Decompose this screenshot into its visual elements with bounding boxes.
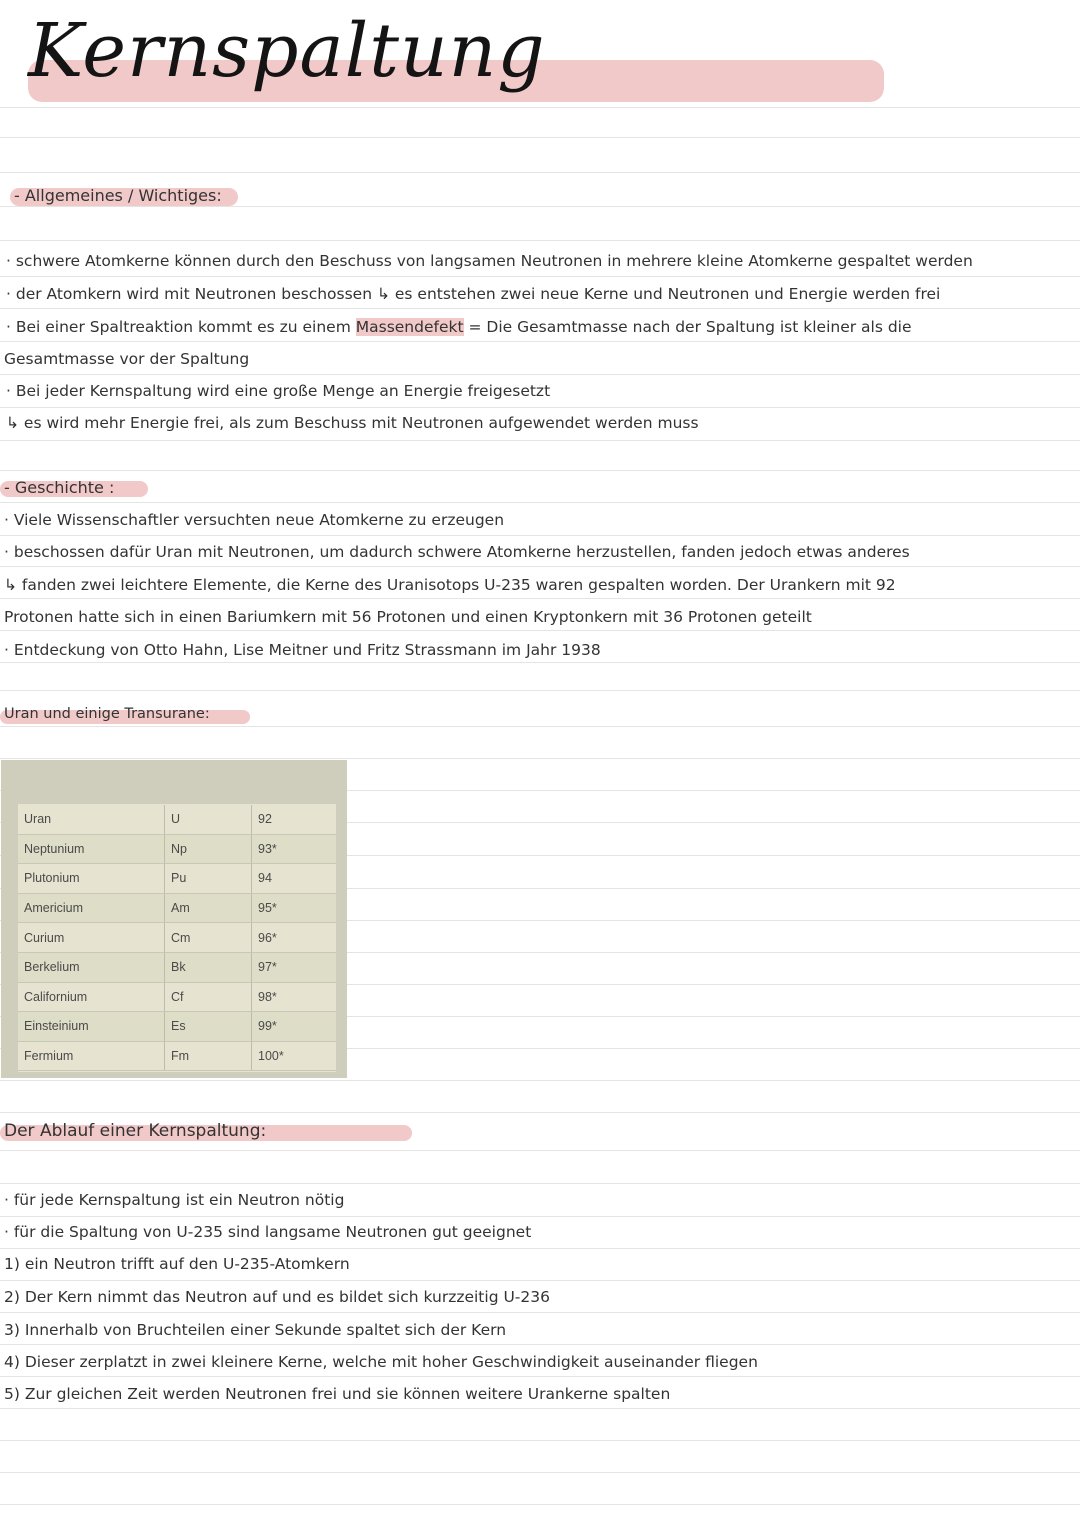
element-symbol: Np bbox=[165, 834, 252, 864]
table-row bbox=[18, 923, 336, 953]
process-line-5: 3) Innerhalb von Bruchteilen einer Sekunde spaltet sich der Kern bbox=[4, 1321, 507, 1339]
page-title: Kernspaltung bbox=[28, 8, 546, 94]
element-number: 93* bbox=[252, 834, 337, 864]
element-name: Curium bbox=[18, 923, 165, 953]
table-row bbox=[18, 834, 336, 864]
transuranium-table bbox=[18, 805, 336, 1071]
element-symbol: Am bbox=[165, 893, 252, 923]
element-name: Californium bbox=[18, 982, 165, 1012]
general-line-3 bbox=[6, 318, 912, 336]
history-line-2: · beschossen dafür Uran mit Neutronen, um dadurch schwere Atomkerne herzustellen, fanden jedoch etwas anderes bbox=[4, 543, 910, 561]
element-symbol: Fm bbox=[165, 1041, 252, 1071]
table-row bbox=[18, 805, 336, 834]
element-name: Berkelium bbox=[18, 952, 165, 982]
element-number: 98* bbox=[252, 982, 337, 1012]
general-line-4: Gesamtmasse vor der Spaltung bbox=[4, 350, 250, 368]
element-number: 100* bbox=[252, 1041, 337, 1071]
general-line-3-post: = Die Gesamtmasse nach der Spaltung ist kleiner als die bbox=[463, 318, 912, 336]
process-line-1: · für jede Kernspaltung ist ein Neutron nötig bbox=[4, 1191, 345, 1209]
element-symbol: U bbox=[165, 805, 252, 834]
heading-uranium: Uran und einige Transurane: bbox=[4, 706, 210, 722]
history-line-4: Protonen hatte sich in einen Bariumkern mit 56 Protonen und einen Kryptonkern mit 36 Protonen geteilt bbox=[4, 608, 812, 626]
process-line-7: 5) Zur gleichen Zeit werden Neutronen frei und sie können weitere Urankerne spalten bbox=[4, 1385, 671, 1403]
process-line-3: 1) ein Neutron trifft auf den U-235-Atomkern bbox=[4, 1255, 350, 1273]
table-row bbox=[18, 982, 336, 1012]
general-line-3-pre: · Bei einer Spaltreaktion kommt es zu einem bbox=[6, 318, 356, 336]
element-name: Plutonium bbox=[18, 864, 165, 894]
history-line-1: · Viele Wissenschaftler versuchten neue Atomkerne zu erzeugen bbox=[4, 511, 505, 529]
element-number: 96* bbox=[252, 923, 337, 953]
element-symbol: Cm bbox=[165, 923, 252, 953]
element-name: Fermium bbox=[18, 1041, 165, 1071]
general-line-2: · der Atomkern wird mit Neutronen beschossen ↳ es entstehen zwei neue Kerne und Neutronen und Energie werden frei bbox=[6, 285, 941, 303]
history-line-3: ↳ fanden zwei leichtere Elemente, die Kerne des Uranisotops U-235 waren gespalten worden. Der Urankern mit 92 bbox=[4, 576, 896, 594]
history-line-5: · Entdeckung von Otto Hahn, Lise Meitner und Fritz Strassmann im Jahr 1938 bbox=[4, 641, 601, 659]
table-row bbox=[18, 1012, 336, 1042]
process-line-2: · für die Spaltung von U-235 sind langsame Neutronen gut geeignet bbox=[4, 1223, 532, 1241]
heading-general: - Allgemeines / Wichtiges: bbox=[14, 186, 222, 205]
table-row bbox=[18, 893, 336, 923]
element-number: 95* bbox=[252, 893, 337, 923]
table-row bbox=[18, 952, 336, 982]
general-line-5: · Bei jeder Kernspaltung wird eine große Menge an Energie freigesetzt bbox=[6, 382, 551, 400]
element-name: Einsteinium bbox=[18, 1012, 165, 1042]
element-number: 92 bbox=[252, 805, 337, 834]
table-row bbox=[18, 864, 336, 894]
general-line-1: · schwere Atomkerne können durch den Beschuss von langsamen Neutronen in mehrere kleine Atomkerne gespaltet werden bbox=[6, 252, 973, 270]
element-number: 94 bbox=[252, 864, 337, 894]
element-symbol: Pu bbox=[165, 864, 252, 894]
table-row bbox=[18, 1041, 336, 1071]
element-name: Americium bbox=[18, 893, 165, 923]
element-symbol: Es bbox=[165, 1012, 252, 1042]
element-symbol: Bk bbox=[165, 952, 252, 982]
element-name: Neptunium bbox=[18, 834, 165, 864]
heading-history: - Geschichte : bbox=[4, 478, 115, 497]
heading-process: Der Ablauf einer Kernspaltung: bbox=[4, 1121, 267, 1141]
process-line-6: 4) Dieser zerplatzt in zwei kleinere Kerne, welche mit hoher Geschwindigkeit auseinander fliegen bbox=[4, 1353, 758, 1371]
element-name: Uran bbox=[18, 805, 165, 834]
general-line-6: ↳ es wird mehr Energie frei, als zum Beschuss mit Neutronen aufgewendet werden muss bbox=[6, 414, 699, 432]
element-number: 99* bbox=[252, 1012, 337, 1042]
element-symbol: Cf bbox=[165, 982, 252, 1012]
process-line-4: 2) Der Kern nimmt das Neutron auf und es bildet sich kurzzeitig U-236 bbox=[4, 1288, 550, 1306]
mass-defect-term: Massendefekt bbox=[355, 318, 464, 336]
element-number: 97* bbox=[252, 952, 337, 982]
